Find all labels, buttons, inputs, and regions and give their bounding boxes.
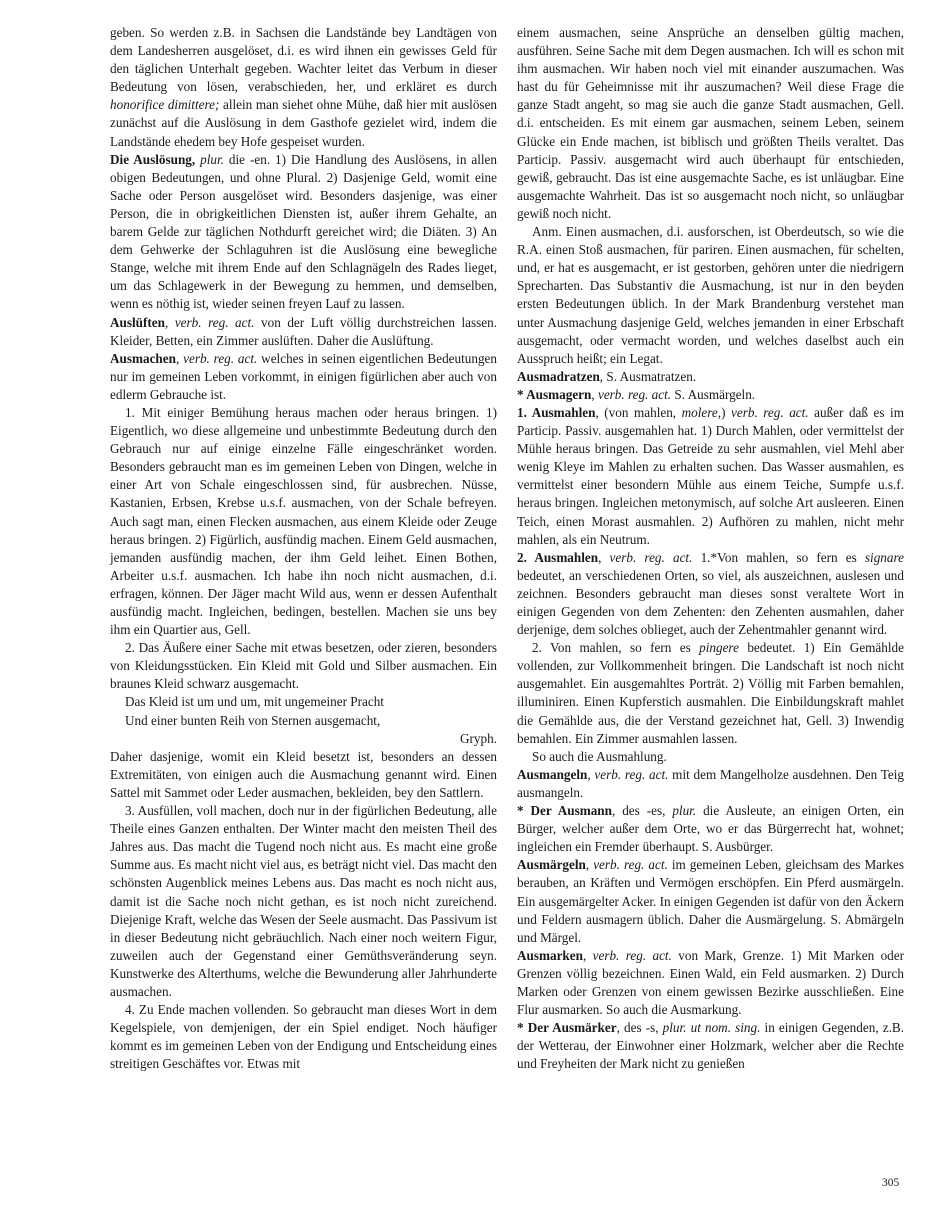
headword: 2. Ausmahlen	[517, 549, 599, 565]
sense-2-continued: Daher dasjenige, womit ein Kleid besetzt ist, besonders an dessen Extremitäten, von einigen auch die Ausmachung genannt wird. Einen Sattel mit Sammet oder Leder ausmachen, bekleiden, bey den Sattlern.	[110, 748, 497, 800]
verse-line-2: Und einer bunten Reih von Sternen ausgemacht,	[125, 712, 381, 728]
headword: * Der Ausmann	[517, 803, 612, 819]
entry-ausmachen: Ausmachen, verb. reg. act. welches in seinen eigentlichen Bedeutungen nur im gemeinen Leben vorkommt, in einigen figürlichen aber auch von edlerm Gebrauche ist.	[110, 350, 498, 402]
sense-3: 3. Ausfüllen, voll machen, doch nur in der figürlichen Bedeutung, alle Theile eines Ganzen enthalten. Der Winter macht den meisten Theil des Jahres aus. Das macht die Tugend noch nicht aus. Es macht eine große Summe aus. Es macht nicht viel aus, es beträgt nicht viel. Das macht den schönsten Augenblick meines Lebens aus. Das macht es noch nicht aus, damit ist die Sache noch nicht gethan, es ist noch nicht zureichend. Diejenige Kraft, welche das Wesen der Seele ausmacht. Das Passivum ist in dieser Bedeutung nicht gebräuchlich. Nach einer noch weitern Figur, zuweilen auch der Gegenstand einer Gemüthsveränderung seyn. Kunstwerke des Alterthums, welche die Bewunderung aller Jahrhunderte ausmachen.	[110, 803, 497, 999]
entry-ausmahlen-1: 1. Ausmahlen, (von mahlen, molere,) verb. reg. act. außer daß es im Particip. Passiv. ausgemahlen hat. 1) Durch Mahlen, oder vermittelst der Mühle heraus bringen. Das Getreide zu sehr ausmahlen, viel Mehl aber wenig Kleye im Mahlen zu erhalten suchen. Das Wasser ausmahlen, es vermittelst einer besondern Mühle aus einem Teiche, Sumpfe u.s.f. heraus bringen. Ingleichen metonymisch, auf solche Art ausleeren. Einen Teich, einen Morast ausmahlen. 2) Aufhören zu mahlen, nicht mehr mahlen, als ein Neutrum.	[517, 404, 904, 547]
annotation: Anm. Einen ausmachen, d.i. ausforschen, ist Oberdeutsch, so wie die R.A. einen Stoß ausmachen, für pariren. Einen ausmachen, für schelten, und, er hat es ausgemacht, er ist gestorben, gehören unter die niedrigern Sprecharten. Das Substantiv die Ausmachung, ist nur in den beyden ersten Bedeutungen üblich. In der Mark Brandenburg verstehet man unter Ausmachung dasjenige Geld, welches jemanden in einer Erbschaft ausgemacht, oder vermacht worden, und welches daselbst auch ein Ausspruch heißt; ein Legat.	[517, 224, 904, 366]
headword: * Der Ausmärker	[517, 1020, 617, 1036]
left-column	[110, 24, 497, 1073]
headword: 1. Ausmahlen	[517, 404, 596, 420]
headword: Die Auslösung,	[110, 151, 196, 167]
right-column	[517, 24, 904, 1073]
entry-ausmahlen-2: 2. Ausmahlen, verb. reg. act. 1.*Von mahlen, so fern es signare bedeutet, an verschiedenen Orten, so viel, als auszeichnen, auslesen und zeichnen. Besonders gebraucht man dieses sonst veraltete Wort in einigen Gegenden von dem Zehenten: den Zehenten ausmahlen, daher derjenige, dem solches oblieget, auch der Zehentmahler genannt wird.	[517, 549, 904, 638]
page-number: 305	[882, 1177, 900, 1189]
derivation-note: So auch die Ausmahlung.	[532, 748, 667, 764]
entry-der-ausmann: * Der Ausmann, des -es, plur. die Ausleute, an einigen Orten, ein Bürger, welcher außer dem Orte, wo er das Bürgerrecht hat, wohnet; ingleichen ein Fremder überhaupt. S. Ausbürger.	[517, 803, 904, 855]
headword: Ausmadratzen	[517, 368, 600, 384]
entry-ausmadratzen: Ausmadratzen, S. Ausmatratzen.	[517, 368, 697, 384]
paragraph-continuation: geben. So werden z.B. in Sachsen die Landstände bey Landtägen von dem Landesherren ausgelöset, d.i. es wird ihnen ein gewisses Geld für den täglichen Unterhalt gegeben. Wachter leitet das Verbum in dieser Bedeutung von lösen, verabschieden, her, und erkläret es durch honorifice dimittere; allein man siehet ohne Mühe, daß hier mit auslösen zunächst auf die Auslösung in dem Gasthofe gezielet wird, indem die Landstände ehedem bey Hofe gespeiset wurden.	[110, 25, 498, 149]
paragraph-continuation: einem ausmachen, seine Ansprüche an denselben gültig machen, ausführen. Seine Sache mit dem Degen ausmachen. Ich will es schon mit ihm ausmachen. Wir haben noch viel mit einander auszumachen. Was hast du für Geheimnisse mit ihr auszumachen? Weil diese Frage die ganze Stadt angeht, so mag sie auch die ganze Stadt ausmachen, Gell. d.i. entscheiden. Es mit einem gar ausmachen, seinem Leben, seinem Glücke ein Ende machen, ist biblisch und größten Theils veraltet. Das Particip. Passiv. ausgemacht wird auch überhaupt für entschieden, gewiß, gebraucht. Das ist eine ausgemachte Sache, es ist unläugbar. Eine ausgemachte Wahrheit. Das ist so ausgemacht noch nicht, so unläugbar gewiß noch nicht.	[517, 25, 904, 221]
headword: Ausmachen	[110, 350, 176, 366]
headword: Ausmangeln	[517, 766, 588, 782]
headword: Ausmärgeln	[517, 857, 586, 873]
entry-ausmangeln: Ausmangeln, verb. reg. act. mit dem Mangelholze ausdehnen. Den Teig ausmangeln.	[517, 766, 904, 800]
verse-line-1: Das Kleid ist um und um, mit ungemeiner Pracht	[125, 694, 384, 710]
verse-attribution: Gryph.	[460, 730, 497, 746]
headword: Auslüften	[110, 314, 165, 330]
sense-2: 2. Das Äußere einer Sache mit etwas besetzen, oder zieren, besonders von Kleidungsstücken. Ein Kleid mit Gold und Silber ausmachen. Ein braunes Kleid schwarz ausgemacht.	[110, 640, 497, 692]
sense-1: 1. Mit einiger Bemühung heraus machen oder heraus bringen. 1) Eigentlich, wo diese allgemeine und unbestimmte Bedeutung durch den Gebrauch nur auf einige einzelne Fälle eingeschränket worden. Besonders gebraucht man es im gemeinen Leben von Dingen, welche in einer Art von Schale eingeschlossen sind, für ausbrechen. Nüsse, Kastanien, Erbsen, Krebse u.s.f. ausmachen, von der Schale befreyen. Auch sagt man, einen Flecken ausmachen, aus einem Kleide oder Zeuge heraus bringen. 2) Figürlich, ausfündig machen. Einem Geld ausmachen, jemanden ausfündig machen, der ihm Geld leihet. Einen Bothen, Arbeiter u.s.f. ausmachen. Ich habe ihn noch nicht ausmachen, d.i. erfragen, können. Der Jäger macht Wild aus, wenn er dessen Aufenthalt ausfündig macht. Ingleichen, bedingen, bestellen. Machen sie uns bey ihm ein Quartier aus, Gell.	[110, 404, 497, 638]
headword: Ausmarken	[517, 947, 583, 963]
entry-ausmarken: Ausmarken, verb. reg. act. von Mark, Grenze. 1) Mit Marken oder Grenzen völlig bezeichnen. Einen Wald, ein Feld ausmarken. 2) Durch Marken oder Grenzen von einem gewissen Bezirke ausschließen. Eine Flur ausmarken. So auch die Ausmarkung.	[517, 947, 904, 1018]
headword: * Ausmagern	[517, 386, 592, 402]
entry-ausmaergeln: Ausmärgeln, verb. reg. act. im gemeinen Leben, gleichsam des Markes berauben, an Kräften und Vermögen erschöpfen. Ein Pferd ausmärgeln. Ein ausgemärgelter Acker. In einigen Gegenden ist dafür von den Äckern und Feldern ausmagern üblich. Daher die Ausmärgelung. S. Abmärgeln und Märgel.	[517, 857, 904, 945]
entry-der-ausmaerker: * Der Ausmärker, des -s, plur. ut nom. sing. in einigen Gegenden, z.B. der Wetterau, der Einwohner einer Holzmark, welcher aber die Rechte und Freyheiten der Mark nicht zu genießen	[517, 1020, 904, 1072]
entry-ausmagern: * Ausmagern, verb. reg. act. S. Ausmärgeln.	[517, 386, 756, 402]
sense-2: 2. Von mahlen, so fern es pingere bedeutet. 1) Ein Gemählde vollenden, zur Vollkommenheit bringen. Die Landschaft ist noch nicht ausgemahlet. Ein ausgemahltes Porträt. 2) Völlig mit Farben bemahlen, illuminiren. Einen Kupferstich ausmahlen. Die Einbildungskraft mahlet die Gemählde aus, die der Verstand gezeichnet hat, Gell. 3) Inwendig bemahlen. Ein Zimmer ausmahlen lassen.	[517, 640, 904, 746]
entry-die-ausloesung: Die Auslösung, plur. die -en. 1) Die Handlung des Auslösens, in allen obigen Bedeutungen, und ohne Plural. 2) Dasjenige Geld, womit eine Sache oder Person ausgelöset wird. Besonders dasjenige, was einer Person, die in obrigkeitlichen Diensten ist, außer ihrem Gehalte, an barem Gelde zur täglichen Nothdurft gereichet wird; die Diäten. 3) An dem Gehwerke der Schlaguhren ist die Auslösung eine bewegliche Stange, welche mit ihrem Ende auf den Schlagnägeln des Rades lieget, um das Schlagewerk in der Bewegung zu hemmen, und demselben, wenn es nöthig ist, wieder seinen freyen Lauf zu lassen.	[110, 151, 497, 312]
sense-4: 4. Zu Ende machen vollenden. So gebraucht man dieses Wort in dem Kegelspiele, von demjenigen, der ein Spiel endiget. Noch häufiger kommt es im gemeinen Leben von der Endigung und Entscheidung eines streitigen Geschäftes vor. Etwas mit	[110, 1002, 497, 1072]
entry-ausluften: Auslüften, verb. reg. act. von der Luft völlig durchstreichen lassen. Kleider, Betten, ein Zimmer auslüften. Daher die Auslüftung.	[110, 314, 498, 348]
